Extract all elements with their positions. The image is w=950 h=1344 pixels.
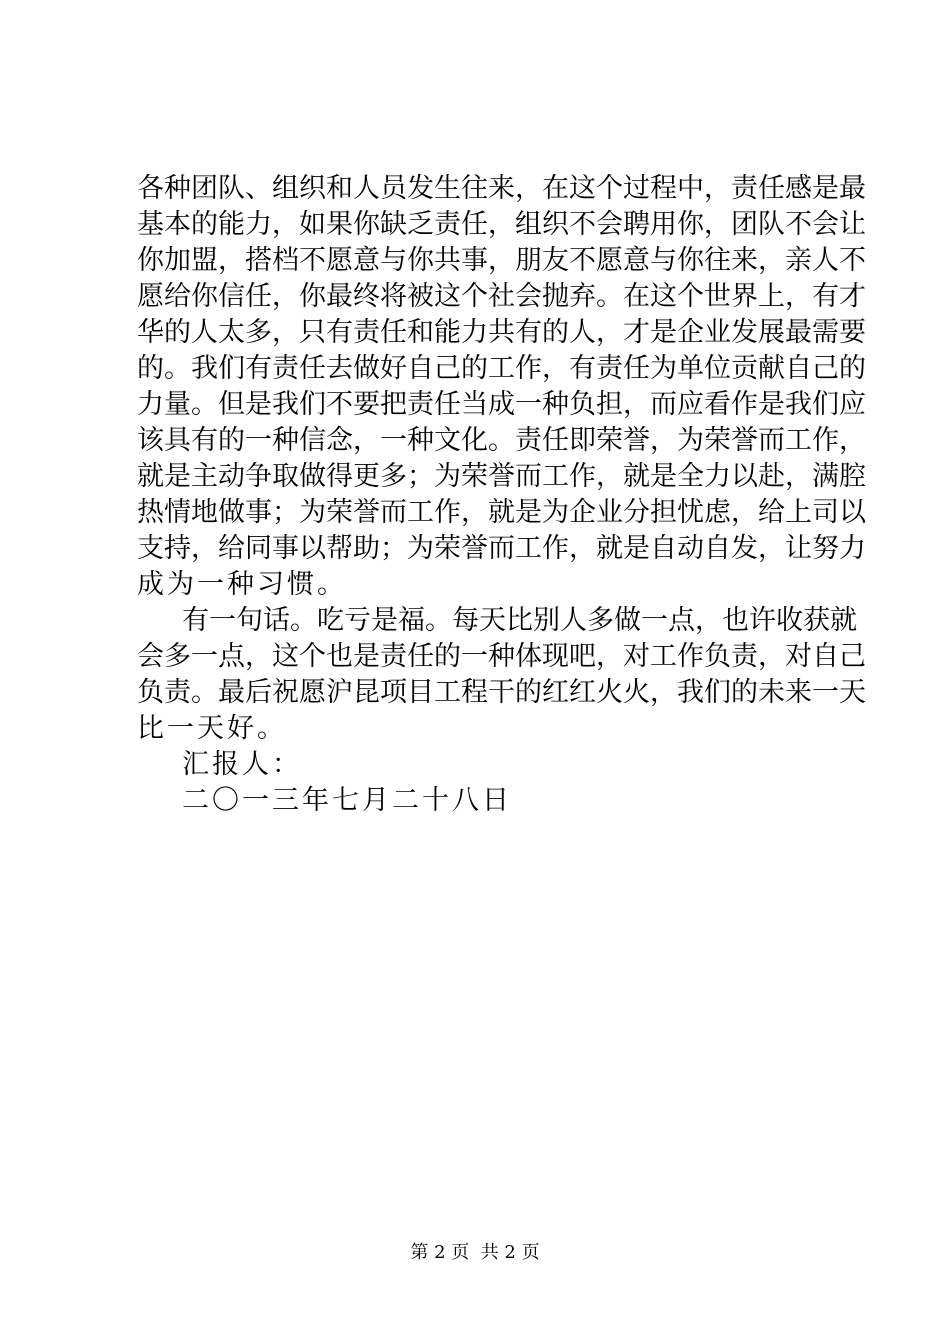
paragraph-1-line: 支持，给同事以帮助；为荣誉而工作，就是自动自发，让努力 (137, 533, 866, 564)
paragraph-1-line: 各种团队、组织和人员发生往来，在这个过程中，责任感是最 (137, 173, 866, 204)
page-footer: 第 2 页 共 2 页 (410, 1242, 540, 1263)
paragraph-2-line: 有一句话。吃亏是福。每天比别人多做一点，也许收获就 (182, 605, 857, 636)
paragraph-1-line: 你加盟，搭档不愿意与你共事，朋友不愿意与你往来，亲人不 (137, 245, 866, 276)
paragraph-1-line: 愿给你信任，你最终将被这个社会抛弃。在这个世界上，有才 (137, 281, 866, 312)
paragraph-1-line: 基本的能力，如果你缺乏责任，组织不会聘用你，团队不会让 (137, 209, 866, 240)
paragraph-1-line: 成为一种习惯。 (137, 569, 347, 600)
paragraph-1-line: 的。我们有责任去做好自己的工作，有责任为单位贡献自己的 (137, 353, 866, 384)
paragraph-1-line: 力量。但是我们不要把责任当成一种负担，而应看作是我们应 (137, 389, 866, 420)
paragraph-2-line: 负责。最后祝愿沪昆项目工程干的红红火火，我们的未来一天 (137, 677, 866, 708)
document-body (137, 171, 866, 819)
paragraph-1-line: 华的人太多，只有责任和能力共有的人，才是企业发展最需要 (137, 317, 866, 348)
reporter-label: 汇报人： (182, 749, 302, 780)
report-date: 二〇一三年七月二十八日 (182, 785, 512, 816)
paragraph-1-line: 该具有的一种信念，一种文化。责任即荣誉，为荣誉而工作， (137, 425, 866, 456)
paragraph-2-line: 比一天好。 (137, 713, 287, 744)
paragraph-2-line: 会多一点，这个也是责任的一种体现吧，对工作负责，对自己 (137, 641, 866, 672)
paragraph-1-line: 就是主动争取做得更多；为荣誉而工作，就是全力以赴，满腔 (137, 461, 866, 492)
paragraph-1-line: 热情地做事；为荣誉而工作，就是为企业分担忧虑，给上司以 (137, 497, 866, 528)
